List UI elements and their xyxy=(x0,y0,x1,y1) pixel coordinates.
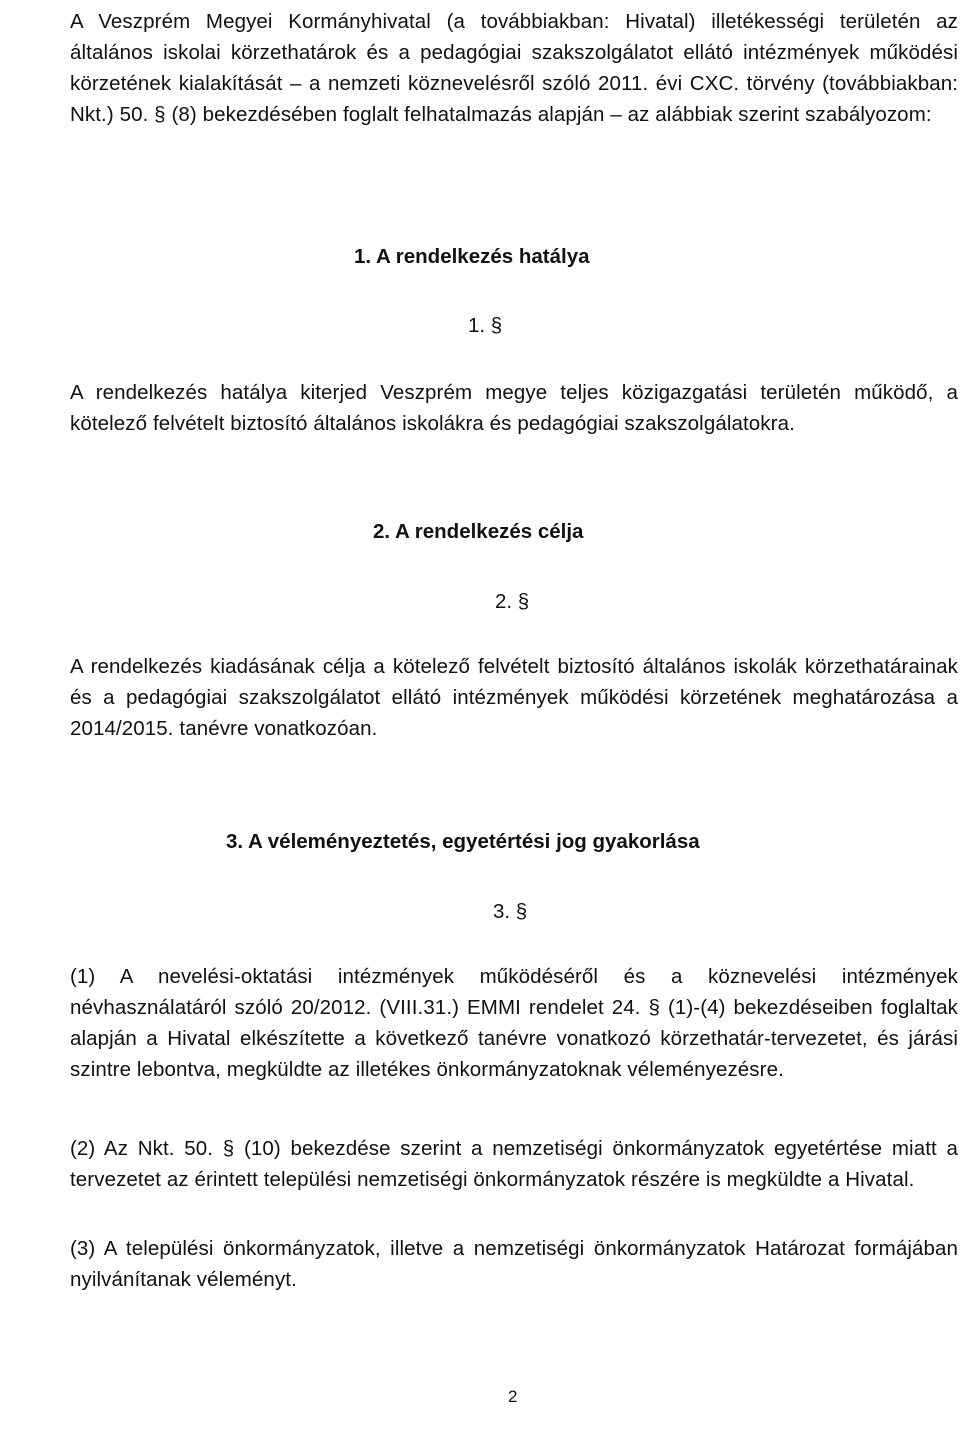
section-3-paragraph-2: (2) Az Nkt. 50. § (10) bekezdése szerint a nemzetiségi önkormányzatok egyetértése miatt a tervezetet az érintett települési nemzetiségi önkormányzatok részére is megküldte a Hivatal. xyxy=(70,1137,958,1191)
section-3-paragraph-1: (1) A nevelési-oktatási intézmények működéséről és a köznevelési intézmények névhasználatáról szóló 20/2012. (VIII.31.) EMMI rendelet 24. § (1)-(4) bekezdéseiben foglaltak alapján a Hivatal elkészítette a következő tanévre vonatkozó körzethatár-tervezetet, és járási szintre lebontva, megküldte az illetékes önkormányzatoknak véleményezésre. xyxy=(70,965,958,1081)
section-2-paragraph-mark: 2. § xyxy=(495,590,530,613)
intro-paragraph: A Veszprém Megyei Kormányhivatal (a továbbiakban: Hivatal) illetékességi területén az általános iskolai körzethatárok és a pedagógiai szakszolgálatot ellátó intézmények működési körzetének kialakítását – a nemzeti köznevelésről szóló 2011. évi CXC. törvény (továbbiakban: Nkt.) 50. § (8) bekezdésében foglalt felhatalmazás alapján – az alábbiak szerint szabályozom: xyxy=(70,10,958,126)
section-1-paragraph: A rendelkezés hatálya kiterjed Veszprém megye teljes közigazgatási területén működő, a kötelező felvételt biztosító általános iskolákra és pedagógiai szakszolgálatokra. xyxy=(70,381,958,435)
section-3-heading: 3. A véleményeztetés, egyetértési jog gyakorlása xyxy=(226,830,700,853)
section-3-paragraph-mark: 3. § xyxy=(493,900,528,923)
section-1-paragraph-mark: 1. § xyxy=(468,314,503,337)
page-number: 2 xyxy=(508,1387,518,1406)
section-1-heading: 1. A rendelkezés hatálya xyxy=(354,245,590,268)
section-2-heading: 2. A rendelkezés célja xyxy=(373,520,584,543)
section-2-paragraph: A rendelkezés kiadásának célja a kötelező felvételt biztosító általános iskolák körzethatárainak és a pedagógiai szakszolgálatot ellátó intézmények működési körzetének meghatározása a 2014/2015. tanévre vonatkozóan. xyxy=(70,655,958,740)
section-3-paragraph-3: (3) A települési önkormányzatok, illetve a nemzetiségi önkormányzatok Határozat formájában nyilvánítanak véleményt. xyxy=(70,1237,958,1291)
